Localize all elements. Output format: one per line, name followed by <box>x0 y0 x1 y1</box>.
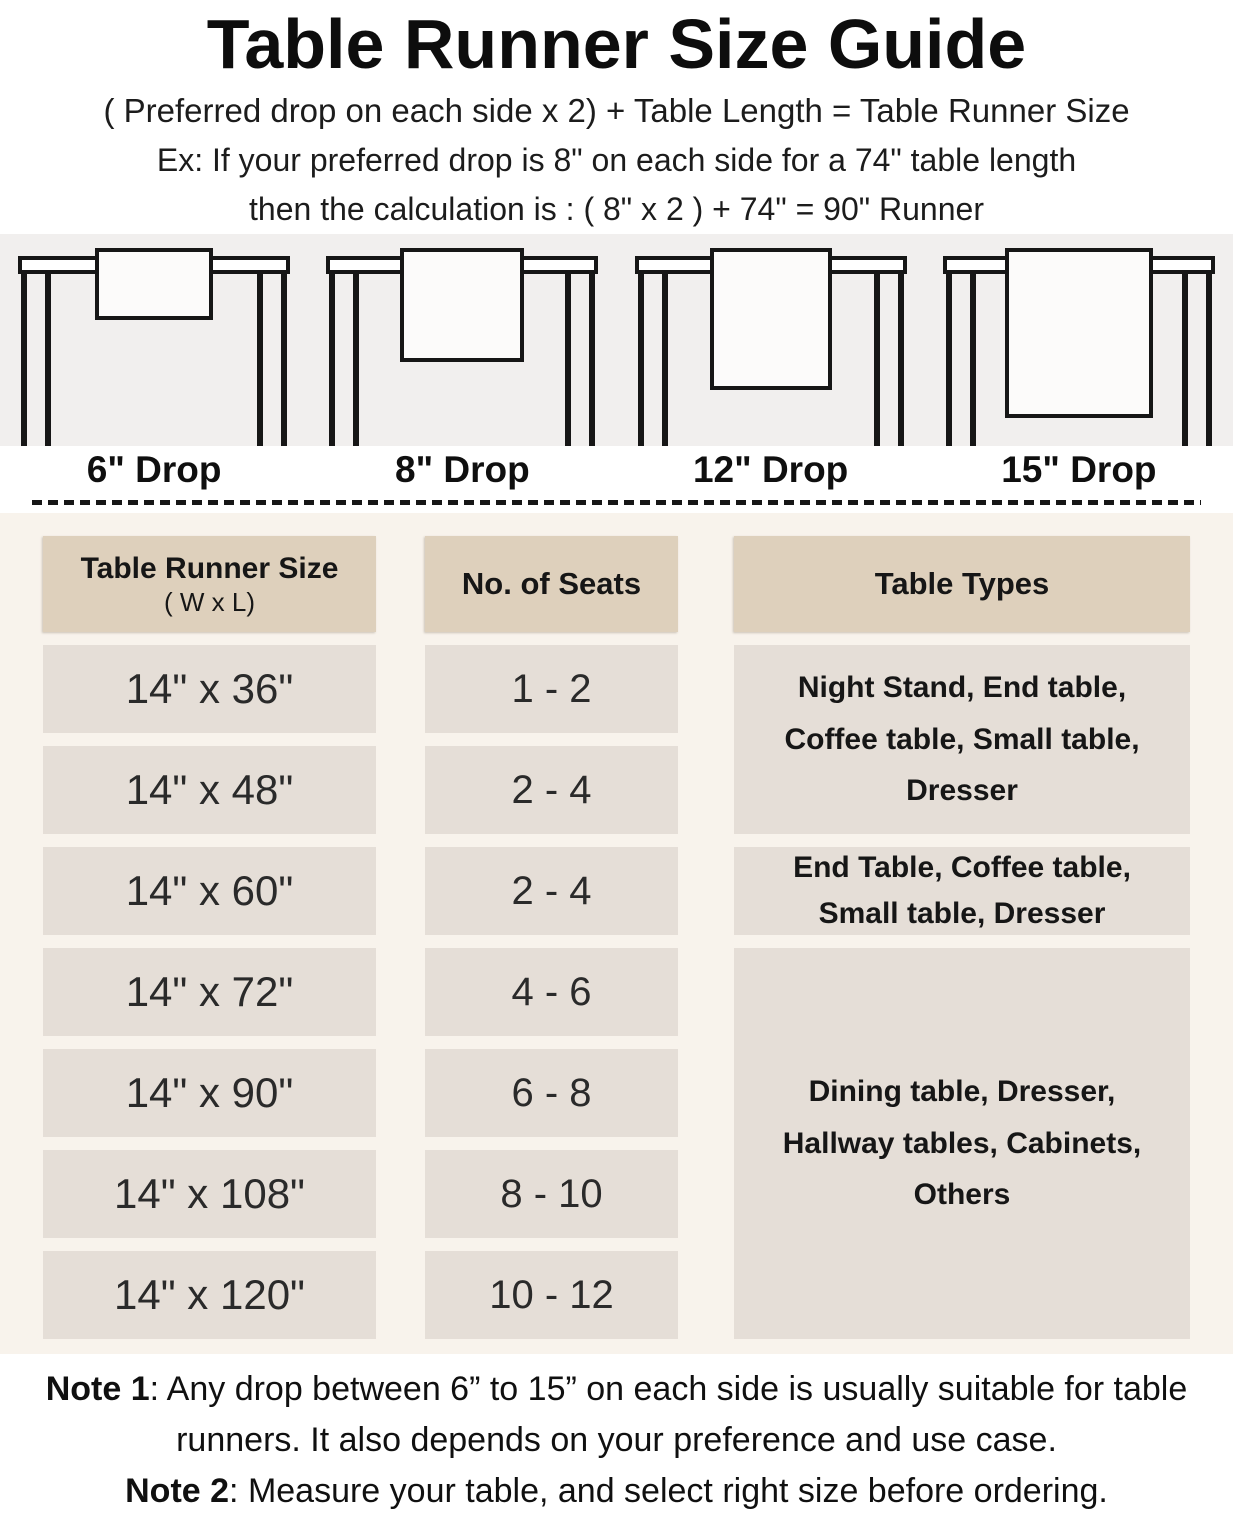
table-figure-12-drop <box>635 234 907 446</box>
table-figure-6-drop <box>18 234 290 446</box>
table-figure-8-drop <box>326 234 598 446</box>
table-leg <box>970 274 976 446</box>
size-cell: 14" x 48" <box>43 746 376 834</box>
runner-rect <box>1005 248 1153 418</box>
type-group-small-tables: Night Stand, End table, Coffee table, Small table, Dresser <box>734 645 1190 834</box>
note-1 <box>8 1364 1225 1466</box>
dashed-divider <box>32 500 1201 505</box>
seats-cell: 2 - 4 <box>425 746 678 834</box>
formula-line: ( Preferred drop on each side x 2) + Table Length = Table Runner Size <box>103 92 1130 129</box>
table-leg <box>21 274 27 446</box>
example-line-2: then the calculation is : ( 8" x 2 ) + 74" = 90" Runner <box>249 191 984 227</box>
drop-label-8: 8" Drop <box>395 449 530 490</box>
drop-illustrations <box>0 234 1233 446</box>
table-leg <box>281 274 287 446</box>
header-runner-size <box>43 536 376 632</box>
table-leg <box>638 274 644 446</box>
seats-cell: 8 - 10 <box>425 1150 678 1238</box>
seats-cell: 6 - 8 <box>425 1049 678 1137</box>
table-leg <box>898 274 904 446</box>
runner-rect <box>400 248 524 362</box>
table-leg <box>874 274 880 446</box>
note-2-label: Note 2 <box>125 1472 230 1510</box>
size-cell: 14" x 120" <box>43 1251 376 1339</box>
drop-labels-row <box>0 446 1233 494</box>
runner-rect <box>95 248 213 320</box>
size-cell: 14" x 108" <box>43 1150 376 1238</box>
table-leg <box>329 274 335 446</box>
drop-label-15: 15" Drop <box>1001 449 1157 490</box>
table-leg <box>353 274 359 446</box>
table-leg <box>589 274 595 446</box>
drop-label-6: 6" Drop <box>86 449 222 490</box>
seats-cell: 1 - 2 <box>425 645 678 733</box>
seats-cell: 2 - 4 <box>425 847 678 935</box>
figure-column-6-drop <box>0 234 308 446</box>
runner-rect <box>710 248 832 390</box>
table-leg <box>662 274 668 446</box>
header-section <box>0 0 1233 234</box>
header-runner-size-title: Table Runner Size <box>80 551 339 585</box>
table-leg <box>257 274 263 446</box>
figure-column-15-drop <box>925 234 1233 446</box>
size-cell: 14" x 60" <box>43 847 376 935</box>
header-seats: No. of Seats <box>425 536 678 632</box>
table-leg <box>946 274 952 446</box>
page-title: Table Runner Size Guide <box>206 5 1027 83</box>
seats-cell: 10 - 12 <box>425 1251 678 1339</box>
figure-column-8-drop <box>308 234 616 446</box>
figure-column-12-drop <box>617 234 925 446</box>
table-figure-15-drop <box>943 234 1215 446</box>
table-leg <box>1206 274 1212 446</box>
size-guide-table <box>0 513 1233 1354</box>
header-table-types: Table Types <box>734 536 1190 632</box>
seats-cell: 4 - 6 <box>425 948 678 1036</box>
table-leg <box>565 274 571 446</box>
type-group-medium-tables: End Table, Coffee table, Small table, Dresser <box>734 847 1190 935</box>
size-cell: 14" x 72" <box>43 948 376 1036</box>
type-group-large-tables: Dining table, Dresser, Hallway tables, Cabinets, Others <box>734 948 1190 1339</box>
drop-label-12: 12" Drop <box>692 449 849 490</box>
note-1-text: : Any drop between 6” to 15” on each side is usually suitable for table runners. It also depends on your preference and use case. <box>149 1370 1188 1459</box>
note-2 <box>8 1466 1225 1517</box>
table-leg <box>1182 274 1188 446</box>
note-2-text: : Measure your table, and select right size before ordering. <box>229 1472 1108 1510</box>
header-runner-size-sub: ( W x L) <box>164 587 255 618</box>
example-line-1: Ex: If your preferred drop is 8" on each side for a 74" table length <box>156 142 1077 178</box>
table-leg <box>45 274 51 446</box>
size-cell: 14" x 90" <box>43 1049 376 1137</box>
size-cell: 14" x 36" <box>43 645 376 733</box>
notes-section <box>0 1354 1233 1517</box>
note-1-label: Note 1 <box>45 1370 150 1408</box>
